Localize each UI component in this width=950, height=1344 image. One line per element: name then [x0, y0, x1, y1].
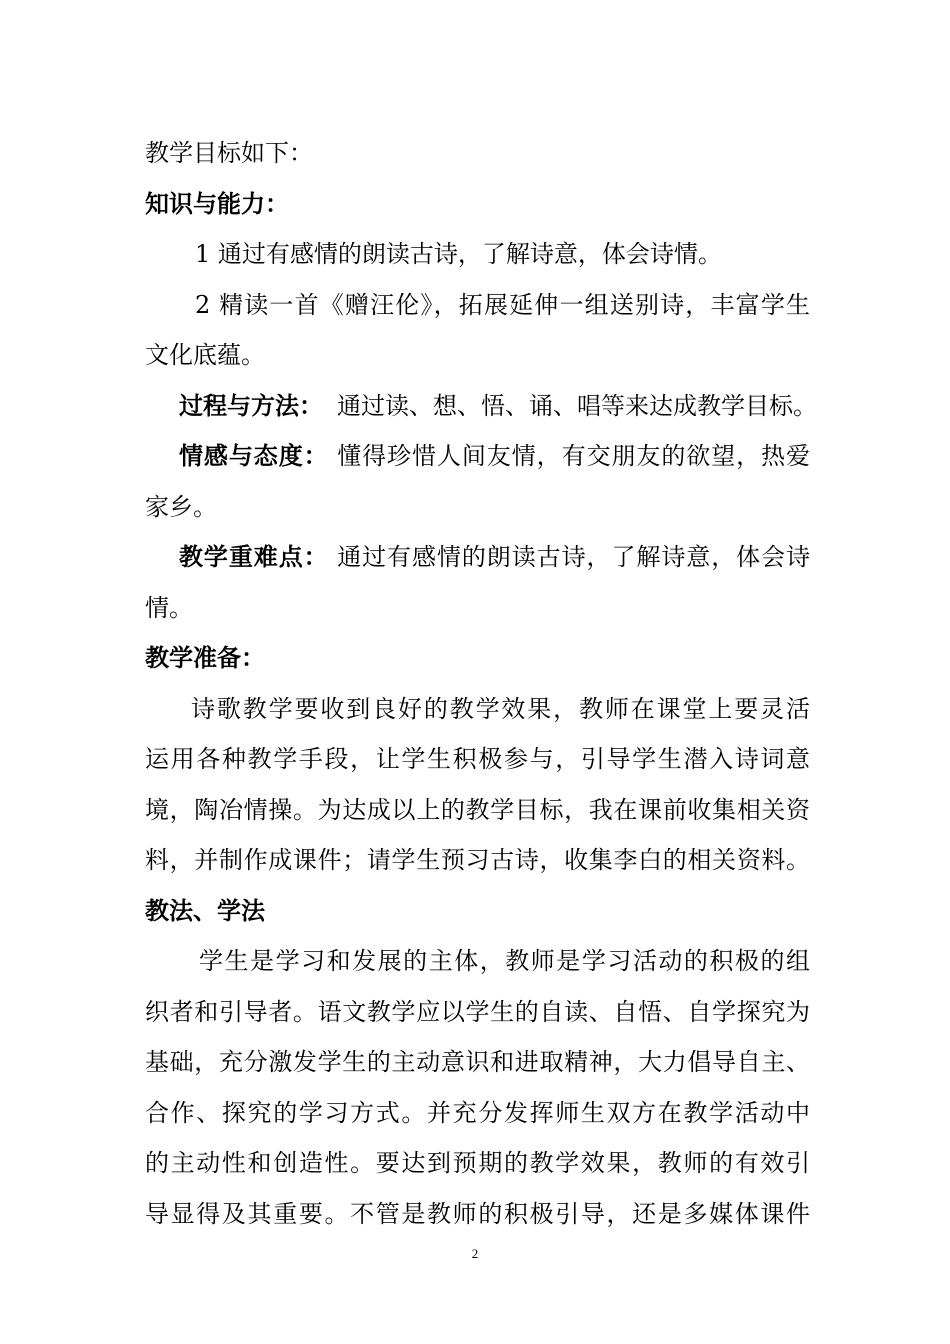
knowledge-heading: 知识与能力：	[145, 188, 289, 218]
objective-item-1: 1 通过有感情的朗读古诗，了解诗意，体会诗情。	[195, 240, 722, 268]
process-method-line	[145, 381, 817, 432]
emotion-text: 懂得珍惜人间友情，有交朋友的欲望，热爱	[337, 442, 811, 470]
key-text-continued: 情。	[145, 593, 193, 622]
key-difficulty-line	[145, 532, 810, 583]
preparation-line-1: 诗歌教学要收到良好的教学效果，教师在课堂上要灵活	[191, 694, 810, 723]
method-line-6: 导显得及其重要。不管是教师的积极引导，还是多媒体课件	[145, 1199, 810, 1228]
preparation-line-3: 境，陶冶情操。为达成以上的教学目标，我在课前收集相关资	[145, 795, 810, 824]
page-number: 2	[471, 1246, 479, 1261]
key-label: 教学重难点：	[179, 542, 329, 571]
method-line-3: 基础，充分激发学生的主动意识和进取精神，大力倡导自主、	[145, 1048, 810, 1076]
objective-item-2-continued: 文化底蕴。	[145, 341, 265, 369]
document-page	[145, 128, 817, 1239]
emotion-label: 情感与态度：	[179, 441, 329, 470]
method-line-1: 学生是学习和发展的主体，教师是学习活动的积极的组	[199, 947, 810, 975]
key-text: 通过有感情的朗读古诗，了解诗意，体会诗	[337, 543, 811, 571]
method-line-4: 合作、探究的学习方式。并充分发挥师生双方在教学活动中	[145, 1098, 810, 1127]
emotion-text-continued: 家乡。	[145, 492, 217, 521]
method-line-5: 的主动性和创造性。要达到预期的教学效果，教师的有效引	[145, 1149, 810, 1177]
emotion-attitude-line	[145, 431, 810, 482]
preparation-line-4: 料，并制作成课件；请学生预习古诗，收集李白的相关资料。	[145, 846, 810, 874]
method-heading: 教法、学法	[145, 895, 265, 925]
process-label: 过程与方法：	[179, 390, 323, 420]
process-text: 通过读、想、悟、诵、唱等来达成教学目标。	[337, 391, 817, 420]
preparation-heading: 教学准备：	[145, 643, 265, 672]
objective-item-2: 2 精读一首《赠汪伦》，拓展延伸一组送别诗，丰富学生	[195, 290, 810, 319]
preparation-line-2: 运用各种教学手段，让学生积极参与，引导学生潜入诗词意	[145, 745, 810, 773]
method-line-2: 织者和引导者。语文教学应以学生的自读、自悟、自学探究为	[145, 997, 810, 1026]
objectives-intro: 教学目标如下：	[145, 139, 313, 167]
